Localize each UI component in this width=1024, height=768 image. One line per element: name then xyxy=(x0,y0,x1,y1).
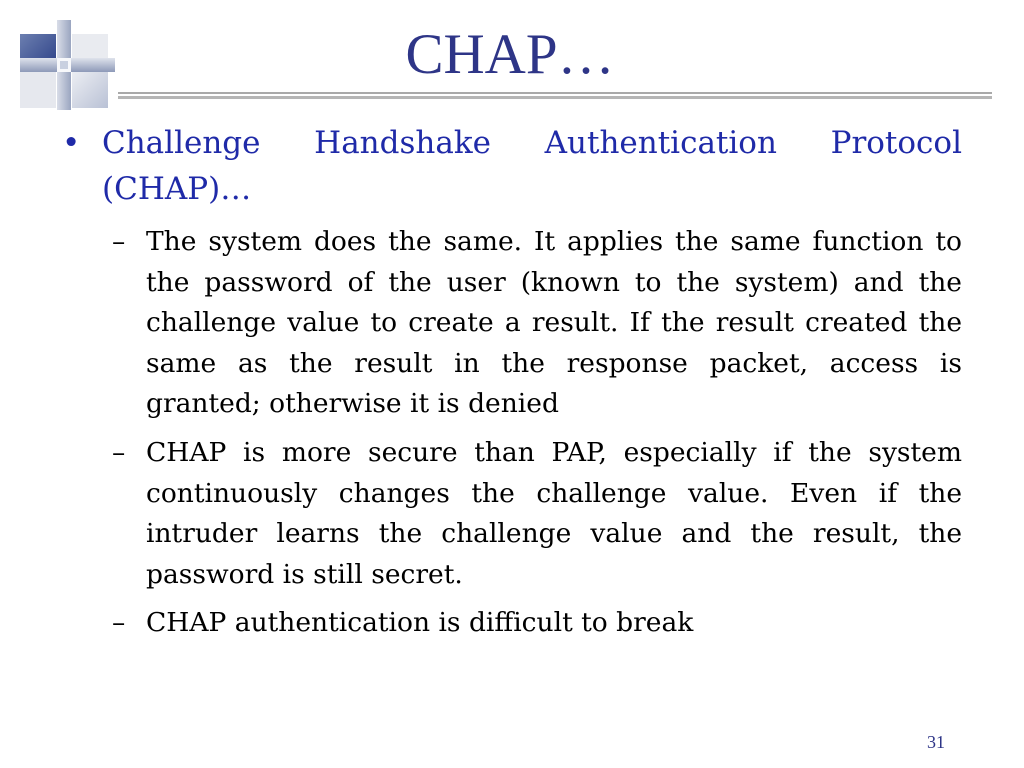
sub-item-marker: – xyxy=(112,226,126,257)
header-rule xyxy=(118,92,992,101)
bullet-item xyxy=(62,120,962,212)
sub-item-3 xyxy=(112,603,962,644)
header-rule-line-top xyxy=(118,92,992,94)
sub-item-text: CHAP authentication is difficult to break xyxy=(146,607,694,639)
sub-item-marker: – xyxy=(112,436,126,468)
sub-item-text: The system does the same. It applies the same function to the password of the user (known to the system) and the challenge value to create a result. If the result created the same as the result in the response packet, access is granted; otherwise it is denied xyxy=(146,226,962,420)
slide-number: 31 xyxy=(927,732,945,752)
header-rule-line-bottom xyxy=(118,96,992,99)
slide-title-wrapper xyxy=(0,23,1024,86)
bullet-text: Challenge Handshake Authentication Protocol (CHAP)… xyxy=(102,125,962,207)
slide-title: CHAP… xyxy=(405,23,615,86)
slide-body xyxy=(62,120,962,644)
sub-item-marker: – xyxy=(112,607,126,639)
sub-item-1 xyxy=(112,222,962,425)
bullet-marker: • xyxy=(62,125,81,161)
sub-item-text: CHAP is more secure than PAP, especially if the system continuously changes the challenge value. Even if the intruder learns the challenge value and the result, the password is still secret. xyxy=(146,436,962,590)
sub-item-2 xyxy=(112,433,962,595)
